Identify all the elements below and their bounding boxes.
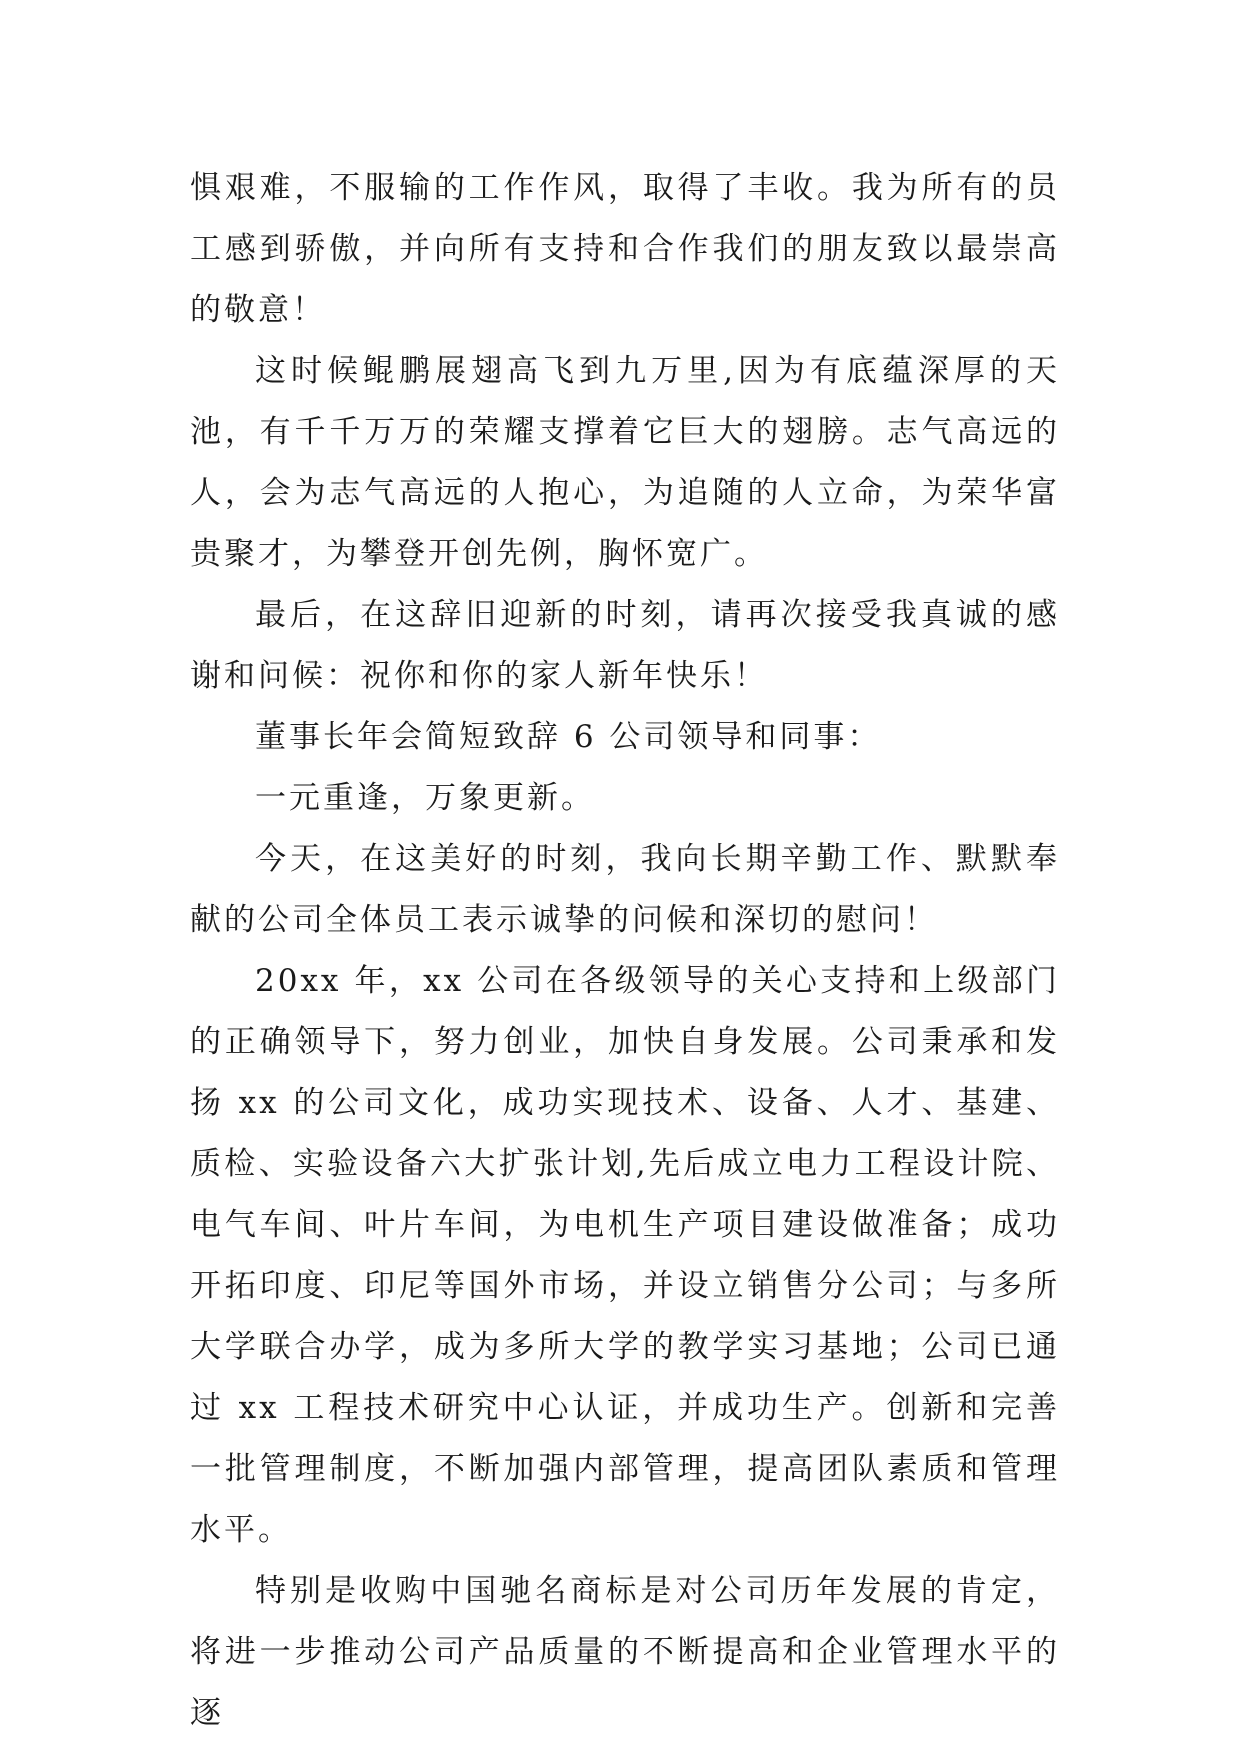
document-body bbox=[190, 158, 1060, 1744]
paragraph: 特别是收购中国驰名商标是对公司历年发展的肯定，将进一步推动公司产品质量的不断提高和企业管理水平的逐 bbox=[190, 1573, 1060, 1731]
paragraph: 惧艰难，不服输的工作作风，取得了丰收。我为所有的员工感到骄傲，并向所有支持和合作我们的朋友致以最崇高的敬意！ bbox=[190, 170, 1060, 328]
paragraph: 董事长年会简短致辞 6 公司领导和同事： bbox=[255, 719, 882, 755]
paragraph: 20xx 年，xx 公司在各级领导的关心支持和上级部门的正确领导下，努力创业，加快自身发展。公司秉承和发扬 xx 的公司文化，成功实现技术、设备、人才、基建、质检、实验设备六大扩张计划,先后成立电力工程设计院、电气车间、叶片车间，为电机生产项目建设做准备；成功开拓印度、印尼等国外市场，并设立销售分公司；与多所大学联合办学，成为多所大学的教学实习基地；公司已通过 xx 工程技术研究中心认证，并成功生产。创新和完善一批管理制度，不断加强内部管理，提高团队素质和管理水平。 bbox=[190, 963, 1060, 1548]
paragraph: 今天，在这美好的时刻，我向长期辛勤工作、默默奉献的公司全体员工表示诚挚的问候和深切的慰问！ bbox=[190, 841, 1060, 938]
paragraph: 一元重逢，万象更新。 bbox=[255, 780, 595, 816]
paragraph: 这时候鲲鹏展翅高飞到九万里,因为有底蕴深厚的天池，有千千万万的荣耀支撑着它巨大的翅膀。志气高远的人，会为志气高远的人抱心，为追随的人立命，为荣华富贵聚才，为攀登开创先例，胸怀宽广。 bbox=[190, 353, 1060, 572]
paragraph: 最后，在这辞旧迎新的时刻，请再次接受我真诚的感谢和问候：祝你和你的家人新年快乐！ bbox=[190, 597, 1060, 694]
